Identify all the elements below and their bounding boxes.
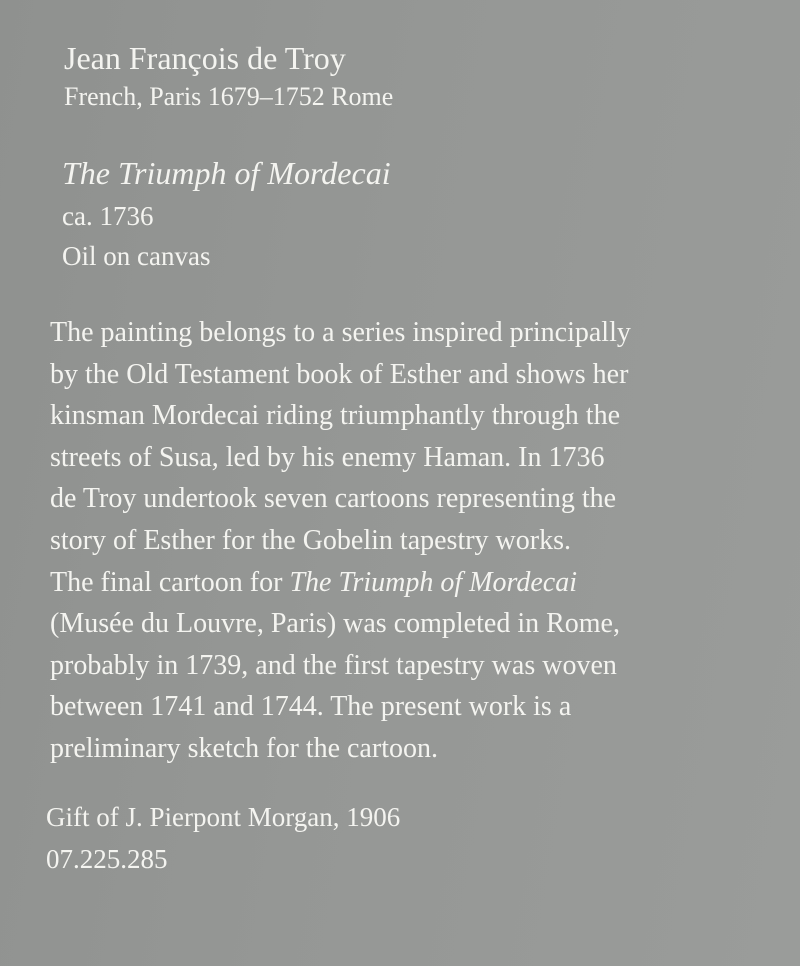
description-line: story of Esther for the Gobelin tapestry works.	[50, 524, 571, 556]
description-line: preliminary sketch for the cartoon.	[50, 732, 438, 764]
description-line: probably in 1739, and the first tapestry was woven	[50, 649, 617, 681]
description-line: de Troy undertook seven cartoons representing the	[50, 483, 617, 515]
description-line: (Musée du Louvre, Paris) was completed in Rome,	[50, 608, 620, 640]
artwork-medium: Oil on canvas	[62, 241, 211, 271]
artwork-description	[50, 312, 750, 770]
accession-number: 07.225.285	[46, 844, 168, 874]
description-italic-title: The Triumph of Mordecai	[289, 566, 577, 598]
description-line: The painting belongs to a series inspired principally	[50, 317, 631, 348]
artist-nationality-dates: French, Paris 1679–1752 Rome	[64, 82, 394, 111]
description-line: streets of Susa, led by his enemy Haman. In 1736	[50, 441, 605, 473]
description-line	[50, 562, 750, 604]
artwork-title: The Triumph of Mordecai	[62, 155, 391, 191]
description-text: The final cartoon for	[50, 566, 290, 598]
description-line: between 1741 and 1744. The present work is a	[50, 691, 572, 723]
artwork-date: ca. 1736	[62, 201, 154, 231]
description-line: by the Old Testament book of Esther and shows her	[50, 358, 629, 390]
artist-name: Jean François de Troy	[64, 40, 346, 76]
description-line: kinsman Mordecai riding triumphantly through the	[50, 400, 621, 432]
credit-line: Gift of J. Pierpont Morgan, 1906	[46, 802, 401, 832]
